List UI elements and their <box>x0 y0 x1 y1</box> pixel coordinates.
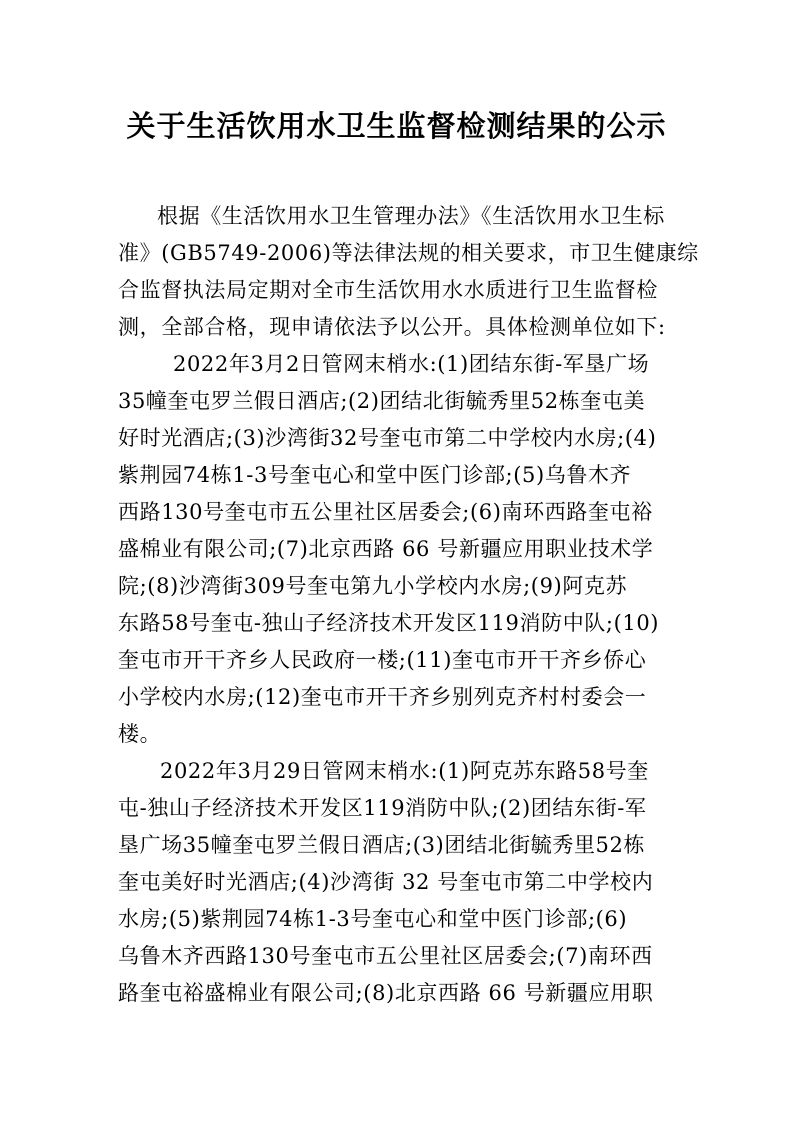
paragraph-line: 水房;(5)紫荆园74栋1-3号奎屯心和堂中医门诊部;(6) <box>118 907 628 931</box>
paragraph-line: 路奎屯裕盛棉业有限公司;(8)北京西路 66 号新疆应用职 <box>118 981 654 1005</box>
paragraph-line: 奎屯美好时光酒店;(4)沙湾街 32 号奎屯市第二中学校内 <box>118 870 654 894</box>
paragraph-line: 东路58号奎屯-独山子经济技术开发区119消防中队;(10) <box>118 611 660 635</box>
paragraph-line: 屯-独山子经济技术开发区119消防中队;(2)团结东街-军 <box>118 796 647 820</box>
paragraph-line: 合监督执法局定期对全市生活饮用水水质进行卫生监督检 <box>118 278 658 302</box>
paragraph-line: 测，全部合格，现申请依法予以公开。具体检测单位如下: <box>118 315 666 339</box>
paragraph-line: 小学校内水房;(12)奎屯市开干齐乡别列克齐村村委会一 <box>118 685 647 709</box>
paragraph-line: 乌鲁木齐西路130号奎屯市五公里社区居委会;(7)南环西 <box>118 944 653 968</box>
paragraph-line: 楼。 <box>118 722 162 746</box>
paragraph-line: 好时光酒店;(3)沙湾街32号奎屯市第二中学校内水房;(4) <box>118 426 657 450</box>
paragraph-line: 奎屯市开干齐乡人民政府一楼;(11)奎屯市开干齐乡侨心 <box>118 648 647 672</box>
paragraph-line: 西路130号奎屯市五公里社区居委会;(6)南环西路奎屯裕 <box>118 500 653 524</box>
paragraph-line: 35幢奎屯罗兰假日酒店;(2)团结北街毓秀里52栋奎屯美 <box>118 389 646 413</box>
document-title: 关于生活饮用水卫生监督检测结果的公示 <box>126 109 667 143</box>
paragraph-line: 盛棉业有限公司;(7)北京西路 66 号新疆应用职业技术学 <box>118 537 654 561</box>
paragraph-line: 2022年3月2日管网末梢水:(1)团结东街-军垦广场 <box>173 352 650 376</box>
paragraph-line: 准》(GB5749-2006)等法律法规的相关要求，市卫生健康综 <box>118 241 699 265</box>
paragraph-line: 院;(8)沙湾街309号奎屯第九小学校内水房;(9)阿克苏 <box>118 574 628 598</box>
paragraph-line: 根据《生活饮用水卫生管理办法》《生活饮用水卫生标 <box>157 204 665 228</box>
paragraph-line: 2022年3月29日管网末梢水:(1)阿克苏东路58号奎 <box>160 759 649 783</box>
paragraph-line: 紫荆园74栋1-3号奎屯心和堂中医门诊部;(5)乌鲁木齐 <box>118 463 632 487</box>
paragraph-line: 垦广场35幢奎屯罗兰假日酒店;(3)团结北街毓秀里52栋 <box>118 833 646 857</box>
